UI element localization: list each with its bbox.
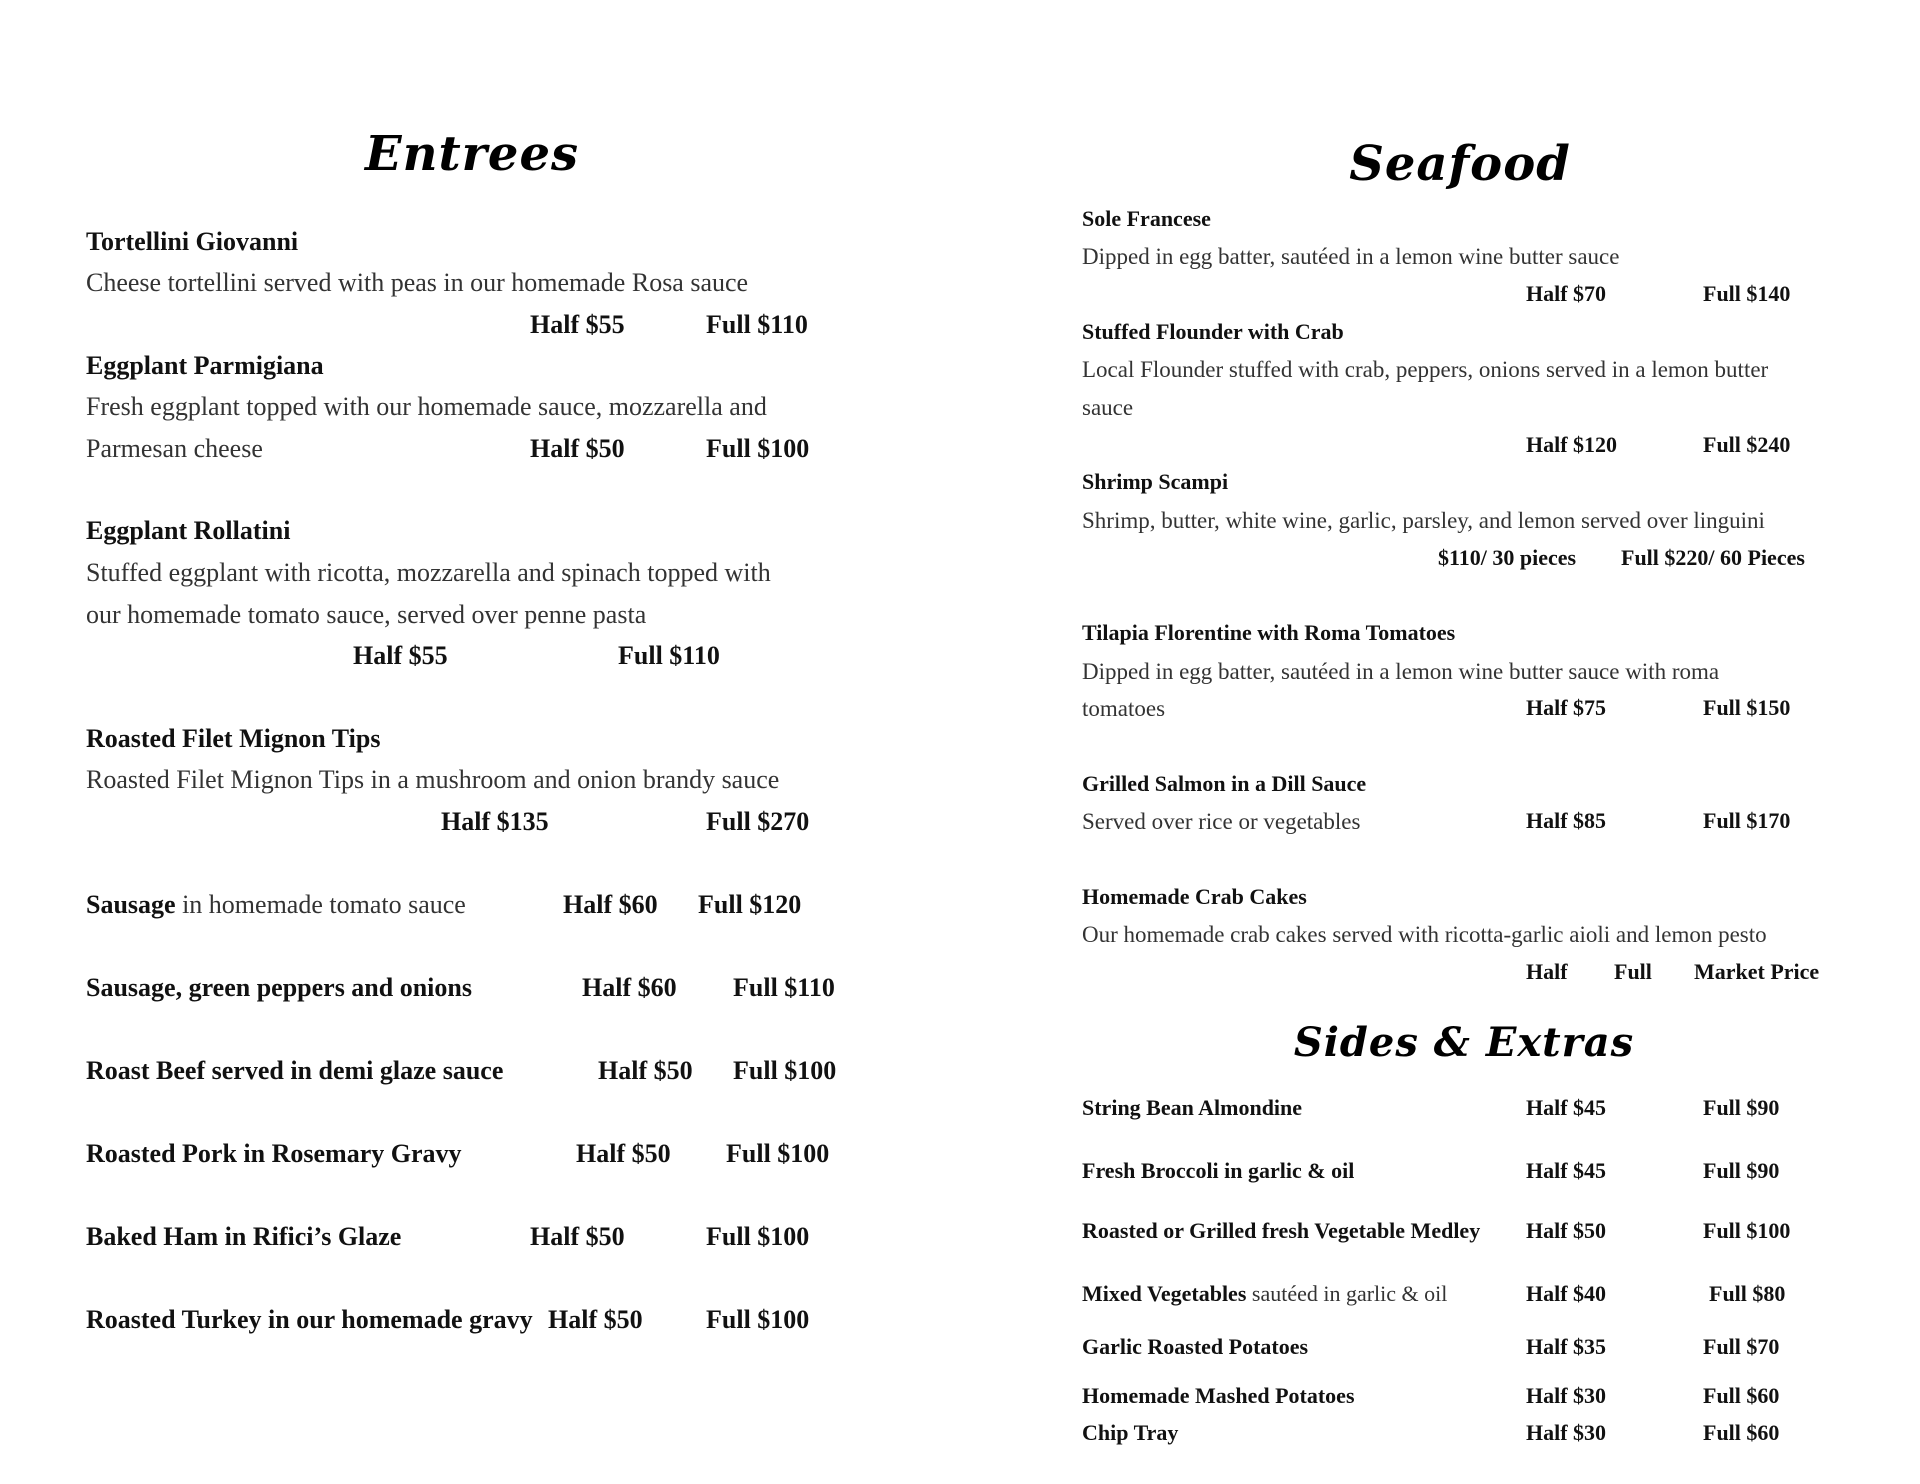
half-price: Half $55 (353, 641, 448, 670)
half-price: Half $30 (1526, 1420, 1607, 1445)
side-name: Mixed Vegetables (1082, 1281, 1247, 1306)
half-price: Half $85 (1526, 808, 1607, 833)
full-price: Full $170 (1703, 808, 1791, 833)
side-name: Chip Tray (1082, 1420, 1179, 1445)
item-description: Roasted Filet Mignon Tips in a mushroom and onion brandy sauce (86, 765, 780, 794)
side-name: Garlic Roasted Potatoes (1082, 1334, 1309, 1359)
item-name: Sausage, green peppers and onions (86, 973, 472, 1002)
item-name: Grilled Salmon in a Dill Sauce (1082, 771, 1367, 796)
item-name: Eggplant Rollatini (86, 516, 291, 545)
full-price: Full $140 (1703, 281, 1791, 306)
full-price: Full $90 (1703, 1158, 1780, 1183)
side-name: Homemade Mashed Potatoes (1082, 1383, 1355, 1408)
item-name: Sausage (86, 890, 176, 919)
item-name: Roast Beef served in demi glaze sauce (86, 1056, 504, 1085)
market-price: Market Price (1694, 959, 1820, 984)
half-price: Half $50 (598, 1056, 693, 1085)
seafood-title: Seafood (1349, 136, 1571, 192)
full-price: Full (1614, 959, 1652, 984)
entrees-title: Entrees (364, 126, 580, 182)
full-price: Full $80 (1709, 1281, 1786, 1306)
item-name: Homemade Crab Cakes (1082, 884, 1307, 909)
item-description: tomatoes (1082, 696, 1166, 721)
item-name: Sole Francese (1082, 206, 1211, 231)
half-price: Half $135 (441, 807, 549, 836)
full-price: Full $90 (1703, 1095, 1780, 1120)
item-description: Parmesan cheese (86, 434, 263, 463)
item-description: Shrimp, butter, white wine, garlic, parsley, and lemon served over linguini (1082, 508, 1765, 533)
half-price: Half $60 (563, 890, 658, 919)
side-line (1082, 1283, 1447, 1305)
item-description: our homemade tomato sauce, served over penne pasta (86, 600, 647, 629)
side-name: String Bean Almondine (1082, 1095, 1303, 1120)
full-price: Full $70 (1703, 1334, 1780, 1359)
sides-title: Sides & Extras (1293, 1019, 1635, 1066)
half-price: $110/ 30 pieces (1438, 545, 1577, 570)
item-description: sauce (1082, 395, 1134, 420)
full-price: Full $110 (706, 310, 808, 339)
item-name: Eggplant Parmigiana (86, 351, 324, 380)
item-name: Baked Ham in Rifici’s Glaze (86, 1222, 402, 1251)
item-description: in homemade tomato sauce (175, 890, 466, 919)
half-price: Half $70 (1526, 281, 1607, 306)
full-price: Full $110 (733, 973, 835, 1002)
half-price: Half $45 (1526, 1095, 1607, 1120)
half-price: Half $35 (1526, 1334, 1607, 1359)
item-description: Cheese tortellini served with peas in our homemade Rosa sauce (86, 268, 749, 297)
item-description: Dipped in egg batter, sautéed in a lemon wine butter sauce with roma (1082, 659, 1720, 684)
half-price: Half $60 (582, 973, 677, 1002)
menu-line (86, 892, 466, 918)
item-description: Served over rice or vegetables (1082, 809, 1361, 834)
side-name: Roasted or Grilled fresh Vegetable Medley (1082, 1218, 1481, 1243)
full-price: Full $120 (698, 890, 802, 919)
item-name: Roasted Turkey in our homemade gravy (86, 1305, 533, 1334)
side-description: sautéed in garlic & oil (1246, 1281, 1448, 1306)
item-description: Fresh eggplant topped with our homemade sauce, mozzarella and (86, 392, 767, 421)
full-price: Full $100 (726, 1139, 830, 1168)
full-price: Full $100 (706, 1222, 810, 1251)
half-price: Half $50 (530, 1222, 625, 1251)
side-name: Fresh Broccoli in garlic & oil (1082, 1158, 1355, 1183)
item-name: Tilapia Florentine with Roma Tomatoes (1082, 620, 1456, 645)
item-description: Dipped in egg batter, sautéed in a lemon wine butter sauce (1082, 244, 1620, 269)
half-price: Half $30 (1526, 1383, 1607, 1408)
item-name: Shrimp Scampi (1082, 469, 1229, 494)
full-price: Full $240 (1703, 432, 1791, 457)
full-price: Full $110 (618, 641, 720, 670)
half-price: Half $50 (576, 1139, 671, 1168)
half-price: Half $50 (1526, 1218, 1607, 1243)
full-price: Full $100 (1703, 1218, 1791, 1243)
item-name: Tortellini Giovanni (86, 227, 299, 256)
item-description: Our homemade crab cakes served with ricotta-garlic aioli and lemon pesto (1082, 922, 1767, 947)
full-price: Full $100 (706, 1305, 810, 1334)
full-price: Full $220/ 60 Pieces (1621, 545, 1805, 570)
half-price: Half $75 (1526, 695, 1607, 720)
half-price: Half $40 (1526, 1281, 1607, 1306)
full-price: Full $270 (706, 807, 810, 836)
full-price: Full $100 (706, 434, 810, 463)
item-description: Stuffed eggplant with ricotta, mozzarella and spinach topped with (86, 558, 771, 587)
half-price: Half $50 (530, 434, 625, 463)
item-name: Roasted Pork in Rosemary Gravy (86, 1139, 462, 1168)
item-description: Local Flounder stuffed with crab, peppers, onions served in a lemon butter (1082, 357, 1769, 382)
full-price: Full $60 (1703, 1383, 1780, 1408)
half-price: Half $120 (1526, 432, 1618, 457)
full-price: Full $150 (1703, 695, 1791, 720)
full-price: Full $60 (1703, 1420, 1780, 1445)
half-price: Half $45 (1526, 1158, 1607, 1183)
full-price: Full $100 (733, 1056, 837, 1085)
half-price: Half (1526, 959, 1568, 984)
half-price: Half $50 (548, 1305, 643, 1334)
item-name: Stuffed Flounder with Crab (1082, 319, 1344, 344)
item-name: Roasted Filet Mignon Tips (86, 724, 381, 753)
half-price: Half $55 (530, 310, 625, 339)
